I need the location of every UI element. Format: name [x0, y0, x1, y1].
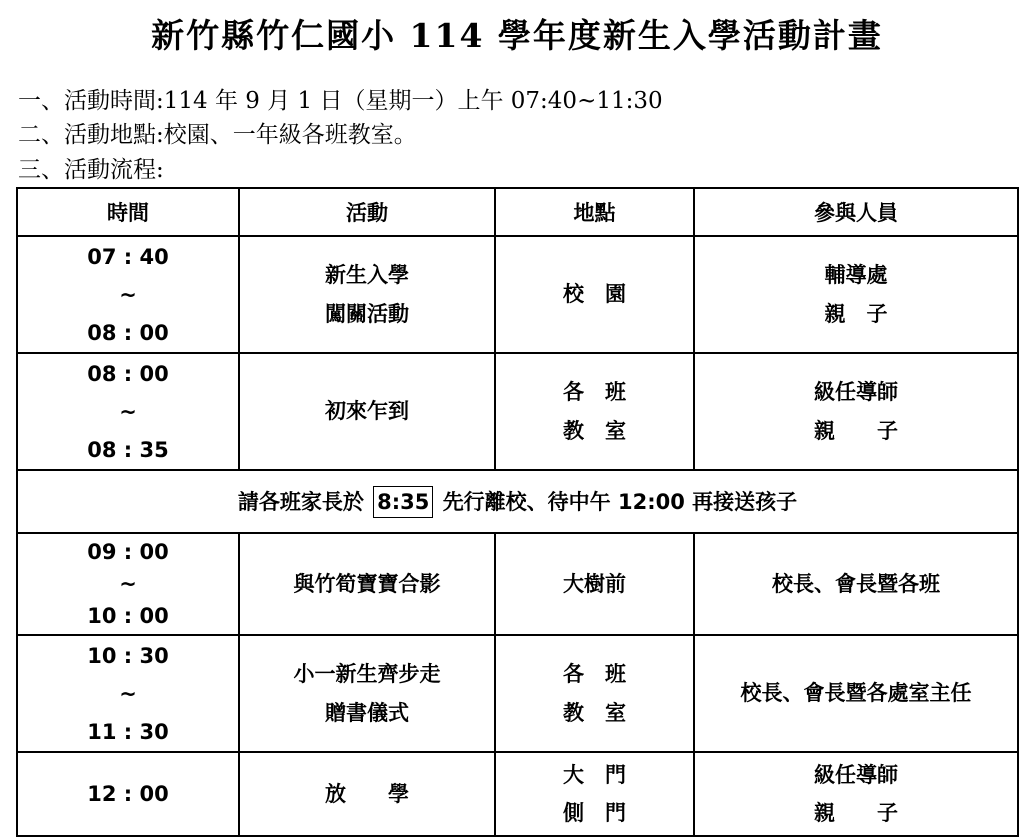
header-people: [694, 188, 1018, 236]
activity-cell: [239, 533, 495, 635]
activity-line: 初來乍到: [325, 399, 409, 423]
people-cell: [694, 533, 1018, 635]
end-time: 08 : 00: [87, 320, 169, 345]
start-time: 07 : 40: [87, 244, 169, 269]
table-row: [17, 752, 1018, 836]
place-line: 教 室: [563, 418, 626, 443]
people-line: 校長、會長暨各處室主任: [740, 681, 972, 705]
activity-line: 與竹筍寶寶合影: [293, 571, 441, 596]
time-separator: ~: [119, 399, 137, 424]
people-cell: [694, 752, 1018, 836]
time-cell: [17, 533, 239, 635]
header-activity-label: 活動: [346, 201, 388, 225]
start-time: 08 : 00: [87, 361, 169, 386]
time-cell: [17, 635, 239, 752]
place-line: 教 室: [563, 700, 626, 725]
people-cell: [694, 353, 1018, 470]
people-cell: [694, 236, 1018, 353]
time-separator: ~: [119, 282, 137, 307]
activity-location-line: 二、活動地點:校園、一年級各班教室。: [18, 122, 417, 148]
time-cell: [17, 353, 239, 470]
activity-line: 小一新生齊步走: [293, 661, 441, 686]
place-line: 各 班: [563, 379, 626, 404]
time-separator: ~: [119, 572, 137, 596]
people-line: 親 子: [814, 418, 898, 443]
time-separator: ~: [119, 681, 137, 706]
time-cell: [17, 752, 239, 836]
place-line: 大樹前: [563, 571, 626, 596]
table-row: [17, 533, 1018, 635]
notice-text-after: 先行離校、待中午 12:00 再接送孩子: [442, 489, 798, 514]
activity-time-line: 一、活動時間:114 年 9 月 1 日（星期一）上午 07:40~11:30: [18, 88, 663, 114]
header-time: [17, 188, 239, 236]
activity-line: 放 學: [325, 781, 409, 806]
end-time: 10 : 00: [87, 604, 169, 628]
people-line: 級任導師: [814, 763, 898, 787]
place-cell: [495, 353, 694, 470]
header-place-label: 地點: [573, 201, 616, 225]
notice-cell: [17, 470, 1018, 533]
place-line: 各 班: [563, 661, 626, 686]
people-line: 輔導處: [824, 262, 888, 287]
schedule-table: [16, 187, 1019, 837]
activity-cell: [239, 752, 495, 836]
table-row: [17, 635, 1018, 752]
header-activity: [239, 188, 495, 236]
activity-line: 贈書儀式: [325, 700, 409, 725]
notice-row: [17, 470, 1018, 533]
table-row: [17, 353, 1018, 470]
people-line: 親 子: [814, 801, 898, 825]
place-line: 側 門: [563, 801, 626, 825]
activity-flow-heading: 三、活動流程:: [18, 157, 164, 183]
people-line: 親 子: [824, 301, 888, 326]
place-line: 校 園: [563, 282, 626, 306]
activity-line: 闖關活動: [325, 301, 409, 326]
time-cell: [17, 236, 239, 353]
page-title: 新竹縣竹仁國小 114 學年度新生入學活動計畫: [151, 16, 883, 55]
end-time: 11 : 30: [87, 719, 169, 744]
table-row: [17, 236, 1018, 353]
header-people-label: 參與人員: [814, 201, 898, 225]
header-place: [495, 188, 694, 236]
place-line: 大 門: [563, 763, 626, 787]
table-header-row: [17, 188, 1018, 236]
place-cell: [495, 236, 694, 353]
start-time: 09 : 00: [87, 540, 169, 564]
people-line: 校長、會長暨各班: [772, 571, 940, 596]
activity-cell: [239, 635, 495, 752]
start-time: 10 : 30: [87, 643, 169, 668]
end-time: 08 : 35: [87, 437, 169, 462]
people-line: 級任導師: [814, 379, 898, 404]
notice-boxed-time: 8:35: [373, 486, 433, 518]
schedule-table-wrapper: [16, 187, 1017, 829]
notice-text-before: 請各班家長於: [237, 489, 364, 514]
activity-line: 新生入學: [325, 262, 409, 287]
activity-cell: [239, 353, 495, 470]
people-cell: [694, 635, 1018, 752]
place-cell: [495, 752, 694, 836]
start-time: 12 : 00: [87, 782, 169, 806]
header-time-label: 時間: [107, 201, 149, 225]
activity-cell: [239, 236, 495, 353]
place-cell: [495, 635, 694, 752]
place-cell: [495, 533, 694, 635]
